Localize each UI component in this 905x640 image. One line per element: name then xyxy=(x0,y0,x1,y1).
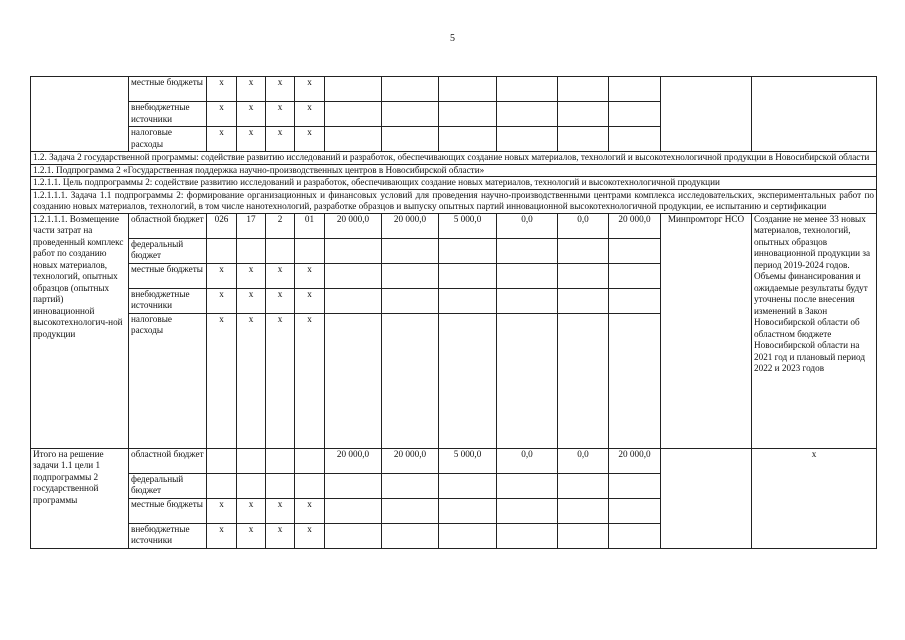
fund-label: местные бюджеты xyxy=(129,498,207,523)
fund-label: местные бюджеты xyxy=(129,77,207,102)
fund-label: налоговые расходы xyxy=(129,127,207,152)
code-cell: 01 xyxy=(295,213,325,238)
task-heading: 1.2. Задача 2 государственной программы: содействие развитию исследований и разработок, обеспечивающих создание новых материалов, технологий и высокотехнологичной продукции в Новосибирской области xyxy=(31,152,877,165)
amount-cell: 0,0 xyxy=(558,448,609,473)
fund-label: внебюджетные источники xyxy=(129,102,207,127)
amount-cell: 20 000,0 xyxy=(609,448,661,473)
table-row xyxy=(31,213,877,238)
code-cell: 17 xyxy=(237,213,266,238)
amount-cell: 20 000,0 xyxy=(325,448,382,473)
code-cell: 2 xyxy=(266,213,295,238)
total-name: Итого на решение задачи 1.1 цели 1 подпрограммы 2 государственной программы xyxy=(31,448,129,548)
table-row xyxy=(31,164,877,177)
table-row: местные бюджеты x x x x xyxy=(31,498,877,523)
fund-label: налоговые расходы xyxy=(129,313,207,448)
fund-label: федеральный бюджет xyxy=(129,238,207,263)
goal-heading: 1.2.1.1. Цель подпрограммы 2: содействие развитию исследований и разработок, обеспечивающих создание новых материалов, технологий и высокотехнологичной продукции xyxy=(31,177,877,190)
amount-cell: 20 000,0 xyxy=(382,448,439,473)
table-row xyxy=(31,189,877,213)
table-row: внебюджетные источники x x x x xyxy=(31,288,877,313)
table-row: внебюджетные источники x x x x xyxy=(31,102,877,127)
executor-cell: Минпромторг НСО xyxy=(661,213,752,448)
amount-cell: 0,0 xyxy=(497,213,558,238)
code-cell: 026 xyxy=(207,213,237,238)
table-row xyxy=(31,152,877,165)
fund-label: местные бюджеты xyxy=(129,263,207,288)
measure-name: 1.2.1.1.1. Возмещение части затрат на проведенный комплекс работ по созданию новых материалов, технологий, опытных образцов (опытных партий) инновационной высокотехнологич-ной продукции xyxy=(31,213,129,448)
amount-cell: 20 000,0 xyxy=(609,213,661,238)
fund-label: областной бюджет xyxy=(129,448,207,473)
table-row: местные бюджеты x x x x xyxy=(31,77,877,102)
amount-cell: 0,0 xyxy=(497,448,558,473)
page-number: 5 xyxy=(450,33,455,44)
program-table xyxy=(30,76,877,549)
table-row: внебюджетные источники x x x x xyxy=(31,523,877,548)
table-row xyxy=(31,448,877,473)
amount-cell: 5 000,0 xyxy=(439,448,497,473)
table-row: местные бюджеты x x x x xyxy=(31,263,877,288)
amount-cell: 20 000,0 xyxy=(325,213,382,238)
result-cell: Создание не менее 33 новых материалов, технологий, опытных образцов инновационной продукции за период 2019-2024 годов. Объемы финансирования и ожидаемые результаты будут уточнены после внесения изменений в Закон Новосибирской области об областном бюджете Новосибирской области на 2021 год и плановый период 2022 и 2023 годов xyxy=(752,213,877,448)
amount-cell: 5 000,0 xyxy=(439,213,497,238)
subtask-heading: 1.2.1.1.1. Задача 1.1 подпрограммы 2: формирование организационных и финансовых условий для проведения научно-производственными центрами комплекса исследовательских, экспериментальных работ по созданию новых материалов, технологий, в том числе нанотехнологий, разработке образцов и выпуску опытных партий инновационной высокотехнологичной продукции, ее испытанию и сертификации xyxy=(31,189,877,213)
table-row: налоговые расходы x x x x xyxy=(31,313,877,448)
subprogram-heading: 1.2.1. Подпрограмма 2 «Государственная поддержка научно-производственных центров в Новосибирской области» xyxy=(31,164,877,177)
fund-label: внебюджетные источники xyxy=(129,288,207,313)
table-row: налоговые расходы x x x x xyxy=(31,127,877,152)
fund-label: федеральный бюджет xyxy=(129,473,207,498)
table-row xyxy=(31,177,877,190)
amount-cell: 20 000,0 xyxy=(382,213,439,238)
amount-cell: 0,0 xyxy=(558,213,609,238)
fund-label: областной бюджет xyxy=(129,213,207,238)
fund-label: внебюджетные источники xyxy=(129,523,207,548)
total-result-cell: x xyxy=(752,448,877,548)
